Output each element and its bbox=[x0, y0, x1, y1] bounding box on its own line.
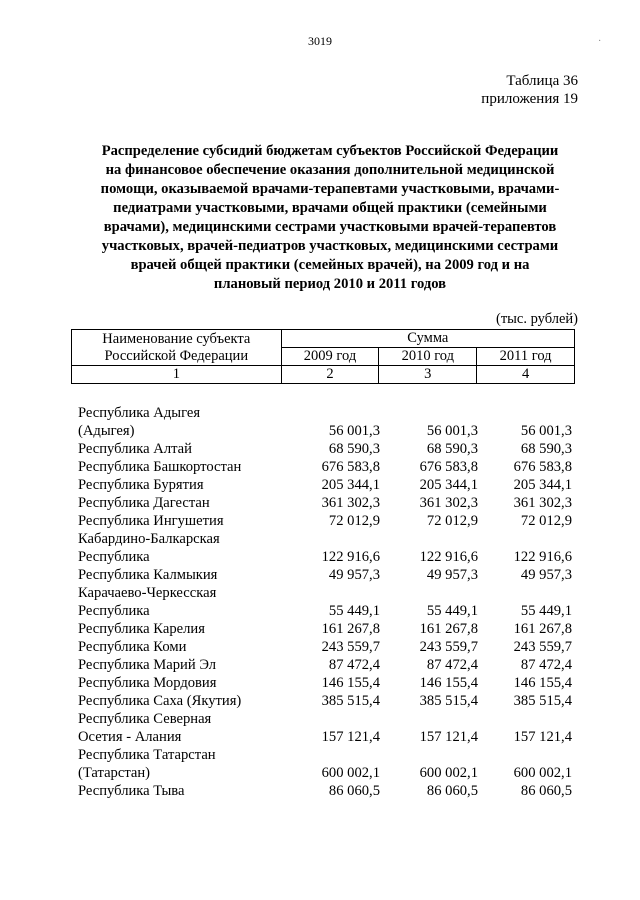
title-line: педиатрами участковыми, врачами общей практики (семейными bbox=[113, 200, 547, 216]
value-2009: 86 060,5 bbox=[328, 783, 380, 799]
table-row bbox=[78, 584, 578, 620]
table-row bbox=[78, 458, 578, 476]
value-2011: 49 957,3 bbox=[520, 567, 572, 583]
table-header bbox=[71, 329, 575, 384]
table-row bbox=[78, 476, 578, 494]
region-name-line: (Татарстан) bbox=[78, 765, 151, 781]
value-2011: 68 590,3 bbox=[520, 441, 572, 457]
region-name bbox=[78, 674, 298, 692]
table-row bbox=[78, 404, 578, 440]
value-2009: 243 559,7 bbox=[321, 639, 380, 655]
header-col-number: 4 bbox=[477, 366, 575, 384]
value-2009: 161 267,8 bbox=[321, 621, 380, 637]
header-year-2010: 2010 год bbox=[379, 348, 477, 366]
value-2010: 87 472,4 bbox=[426, 657, 478, 673]
value-2011: 361 302,3 bbox=[513, 495, 572, 511]
value-2010: 49 957,3 bbox=[426, 567, 478, 583]
region-name bbox=[78, 440, 298, 458]
region-name-line: Республика bbox=[78, 603, 150, 619]
value-2011: 86 060,5 bbox=[520, 783, 572, 799]
region-name-line: Республика Татарстан bbox=[78, 747, 216, 763]
value-2009: 87 472,4 bbox=[328, 657, 380, 673]
region-name bbox=[78, 620, 298, 638]
region-name-line: Республика Саха (Якутия) bbox=[78, 693, 242, 709]
region-name-line: Республика Адыгея bbox=[78, 405, 201, 421]
value-2010: 243 559,7 bbox=[419, 639, 478, 655]
region-name-line: Республика Коми bbox=[78, 639, 187, 655]
value-2011: 600 002,1 bbox=[513, 765, 572, 781]
units-label: (тыс. рублей) bbox=[496, 311, 578, 327]
region-name bbox=[78, 746, 298, 782]
table-row bbox=[78, 746, 578, 782]
value-2010: 600 002,1 bbox=[419, 765, 478, 781]
value-2010: 72 012,9 bbox=[426, 513, 478, 529]
region-name bbox=[78, 782, 298, 800]
header-name-line1: Наименование субъекта bbox=[102, 330, 251, 347]
region-name bbox=[78, 638, 298, 656]
region-name-line: Республика Дагестан bbox=[78, 495, 210, 511]
value-2011: 157 121,4 bbox=[513, 729, 572, 745]
value-2011: 146 155,4 bbox=[513, 675, 572, 691]
value-2010: 157 121,4 bbox=[419, 729, 478, 745]
value-2009: 49 957,3 bbox=[328, 567, 380, 583]
region-name-line: Республика Северная bbox=[78, 711, 212, 727]
table-row bbox=[78, 674, 578, 692]
value-2009: 676 583,8 bbox=[321, 459, 380, 475]
region-name-line: Республика Башкортостан bbox=[78, 459, 242, 475]
value-2011: 55 449,1 bbox=[520, 603, 572, 619]
value-2010: 146 155,4 bbox=[419, 675, 478, 691]
region-name bbox=[78, 710, 298, 746]
table-row bbox=[78, 566, 578, 584]
document-title bbox=[70, 142, 590, 294]
region-name-line: Республика Ингушетия bbox=[78, 513, 224, 529]
value-2009: 361 302,3 bbox=[321, 495, 380, 511]
region-name-line: Кабардино-Балкарская bbox=[78, 531, 220, 547]
region-name-line: Республика Марий Эл bbox=[78, 657, 217, 673]
region-name bbox=[78, 404, 298, 440]
value-2011: 205 344,1 bbox=[513, 477, 572, 493]
region-name-line: Республика Бурятия bbox=[78, 477, 204, 493]
value-2009: 72 012,9 bbox=[328, 513, 380, 529]
title-line: врачей общей практики (семейных врачей), на 2009 год и на bbox=[130, 257, 530, 273]
region-name-line: Республика bbox=[78, 549, 150, 565]
value-2010: 68 590,3 bbox=[426, 441, 478, 457]
table-row bbox=[78, 530, 578, 566]
region-name bbox=[78, 566, 298, 584]
title-line: помощи, оказываемой врачами-терапевтами участковыми, врачами- bbox=[100, 181, 560, 197]
table-label bbox=[481, 72, 578, 108]
value-2010: 122 916,6 bbox=[419, 549, 478, 565]
value-2011: 243 559,7 bbox=[513, 639, 572, 655]
table-label-line1: Таблица 36 bbox=[506, 73, 578, 89]
value-2009: 385 515,4 bbox=[321, 693, 380, 709]
value-2010: 676 583,8 bbox=[419, 459, 478, 475]
value-2011: 676 583,8 bbox=[513, 459, 572, 475]
region-name bbox=[78, 656, 298, 674]
value-2011: 161 267,8 bbox=[513, 621, 572, 637]
header-col-number: 3 bbox=[379, 366, 477, 384]
region-name bbox=[78, 494, 298, 512]
table-label-line2: приложения 19 bbox=[481, 91, 578, 107]
header-col-number: 2 bbox=[281, 366, 379, 384]
table-row bbox=[78, 656, 578, 674]
region-name bbox=[78, 584, 298, 620]
table-row bbox=[78, 512, 578, 530]
table-body bbox=[78, 404, 578, 800]
value-2010: 56 001,3 bbox=[426, 423, 478, 439]
value-2009: 205 344,1 bbox=[321, 477, 380, 493]
table-row bbox=[78, 638, 578, 656]
value-2009: 600 002,1 bbox=[321, 765, 380, 781]
region-name-line: (Адыгея) bbox=[78, 423, 135, 439]
region-name-line: Республика Калмыкия bbox=[78, 567, 218, 583]
title-line: плановый период 2010 и 2011 годов bbox=[213, 276, 447, 292]
title-line: врачами), медицинскими сестрами участковыми врачей-терапевтов bbox=[103, 219, 557, 235]
corner-mark: · bbox=[598, 36, 602, 47]
value-2010: 86 060,5 bbox=[426, 783, 478, 799]
region-name-line: Республика Алтай bbox=[78, 441, 192, 457]
header-year-2011: 2011 год bbox=[477, 348, 575, 366]
value-2011: 385 515,4 bbox=[513, 693, 572, 709]
header-col-number: 1 bbox=[72, 366, 282, 384]
region-name bbox=[78, 476, 298, 494]
value-2011: 56 001,3 bbox=[520, 423, 572, 439]
header-name-line2: Российской Федерации bbox=[104, 347, 249, 364]
title-line: Распределение субсидий бюджетам субъектов Российской Федерации bbox=[101, 143, 559, 159]
value-2011: 72 012,9 bbox=[520, 513, 572, 529]
region-name bbox=[78, 512, 298, 530]
region-name-line: Осетия - Алания bbox=[78, 729, 182, 745]
region-name-line: Республика Мордовия bbox=[78, 675, 217, 691]
region-name bbox=[78, 458, 298, 476]
value-2010: 161 267,8 bbox=[419, 621, 478, 637]
value-2010: 361 302,3 bbox=[419, 495, 478, 511]
page-number: 3019 bbox=[308, 34, 332, 48]
header-name-column bbox=[72, 330, 282, 366]
table-row bbox=[78, 692, 578, 710]
value-2009: 146 155,4 bbox=[321, 675, 380, 691]
value-2009: 122 916,6 bbox=[321, 549, 380, 565]
value-2011: 87 472,4 bbox=[520, 657, 572, 673]
region-name-line: Республика Карелия bbox=[78, 621, 205, 637]
region-name bbox=[78, 530, 298, 566]
header-sum: Сумма bbox=[281, 330, 574, 348]
table-row bbox=[78, 440, 578, 458]
title-line: участковых, врачей-педиатров участковых, медицинскими сестрами bbox=[101, 238, 559, 254]
value-2011: 122 916,6 bbox=[513, 549, 572, 565]
value-2010: 55 449,1 bbox=[426, 603, 478, 619]
table-row bbox=[78, 494, 578, 512]
header-year-2009: 2009 год bbox=[281, 348, 379, 366]
region-name-line: Карачаево-Черкесская bbox=[78, 585, 217, 601]
table-row bbox=[78, 710, 578, 746]
table-row bbox=[78, 782, 578, 800]
value-2010: 205 344,1 bbox=[419, 477, 478, 493]
value-2009: 157 121,4 bbox=[321, 729, 380, 745]
value-2009: 68 590,3 bbox=[328, 441, 380, 457]
table-row bbox=[78, 620, 578, 638]
value-2010: 385 515,4 bbox=[419, 693, 478, 709]
title-line: на финансовое обеспечение оказания дополнительной медицинской bbox=[105, 162, 555, 178]
value-2009: 55 449,1 bbox=[328, 603, 380, 619]
region-name-line: Республика Тыва bbox=[78, 783, 185, 799]
value-2009: 56 001,3 bbox=[328, 423, 380, 439]
region-name bbox=[78, 692, 298, 710]
